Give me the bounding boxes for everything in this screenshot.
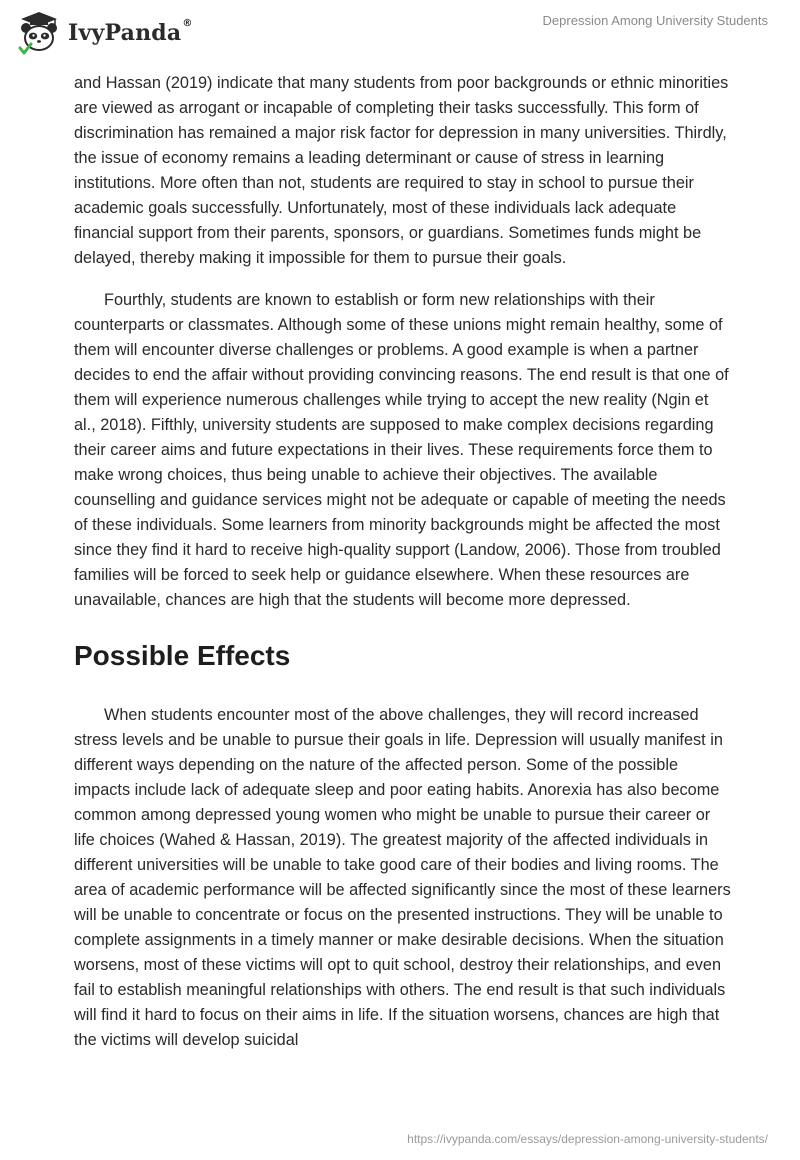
brand-name: IvyPanda®: [68, 18, 193, 46]
document-title: Depression Among University Students: [542, 13, 768, 28]
paragraph: and Hassan (2019) indicate that many students from poor backgrounds or ethnic minorities are viewed as arrogant or incapable of completing their tasks successfully. This form of discrimination has remained a major risk factor for depression in many universities. Thirdly, the issue of economy remains a leading determinant or cause of stress in learning institutions. More often than not, students are required to stay in school to pursue their academic goals successfully. Unfortunately, most of these individuals lack adequate financial support from their parents, sponsors, or guardians. Sometimes funds might be delayed, thereby making it impossible for them to pursue their goals.: [74, 74, 729, 267]
paragraph: Fourthly, students are known to establish or form new relationships with their counterparts or classmates. Although some of these unions might remain healthy, some of them will encounter diverse challenges or problems. A good example is when a partner decides to end the affair without providing convincing reasons. The end result is that one of them will experience numerous challenges while trying to accept the new reality (Ngin et al., 2018). Fifthly, university students are supposed to make complex decisions regarding their career aims and future expectations in their lives. These requirements force them to make wrong choices, thus being unable to achieve their objectives. The available counselling and guidance services might not be adequate or capable of meeting the needs of these individuals. Some learners from minority backgrounds might be affected the most since they find it hard to receive high-quality support (Landow, 2006). Those from troubled families will be forced to seek help or guidance elsewhere. When these resources are unavailable, chances are high that the students will become more depressed.: [74, 291, 729, 609]
section-heading: Possible Effects: [74, 640, 291, 671]
page-header: [0, 0, 800, 64]
brand-logo[interactable]: [16, 10, 193, 56]
panda-graduate-icon: [16, 10, 62, 56]
essay-content: [74, 71, 734, 1053]
paragraph-gap: [74, 271, 734, 288]
source-url[interactable]: https://ivypanda.com/essays/depression-among-university-students/: [407, 1132, 768, 1146]
paragraph: When students encounter most of the above challenges, they will record increased stress levels and be unable to pursue their goals in life. Depression will usually manifest in different ways depending on the nature of the affected person. Some of the possible impacts include lack of adequate sleep and poor eating habits. Anorexia has also become common among depressed young women who might be unable to pursue their career or life choices (Wahed & Hassan, 2019). The greatest majority of the affected individuals in different universities will be unable to take good care of their bodies and living rooms. The area of academic performance will be affected significantly since the most of these learners will be unable to concentrate or focus on the presented instructions. They will be unable to complete assignments in a timely manner or make desirable decisions. When the situation worsens, most of these victims will opt to quit school, destroy their relationships, and even fail to establish meaningful relationships with others. The end result is that such individuals will find it hard to focus on their aims in life. If the situation worsens, chances are high that the victims will develop suicidal: [74, 706, 731, 1049]
